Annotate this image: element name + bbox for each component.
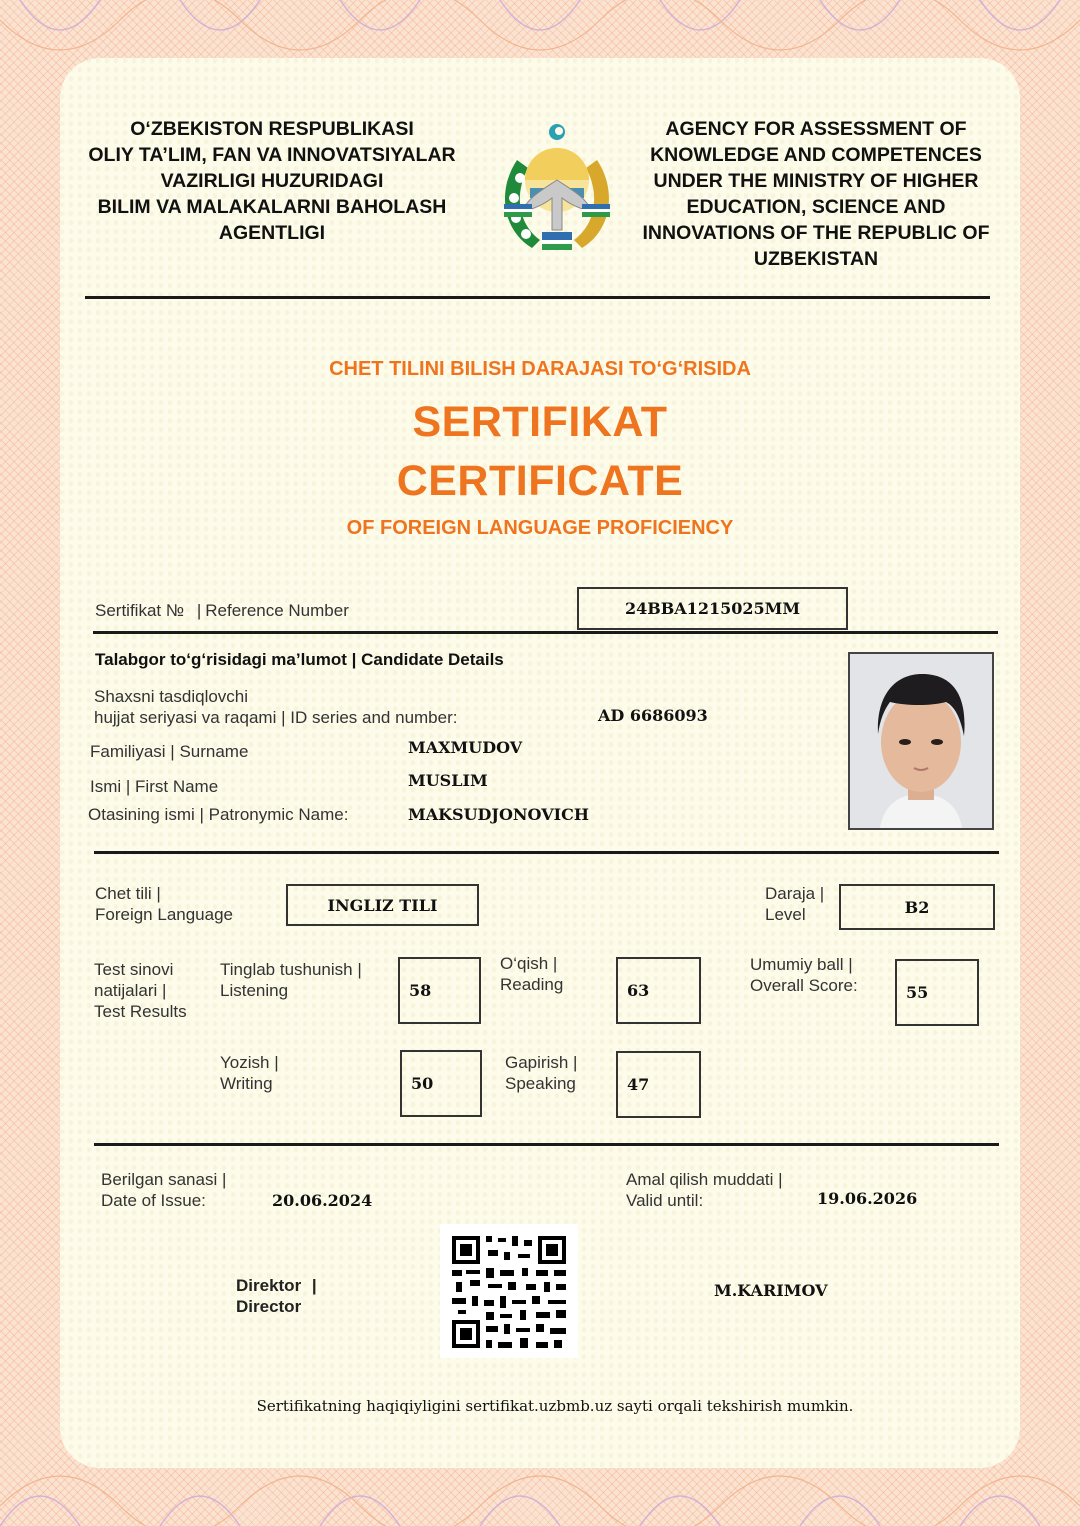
valid-until-value: 19.06.2026 [817, 1189, 918, 1208]
language-label-uz: Chet tili | [95, 884, 161, 903]
test-results-label-line2: natijalari | [94, 981, 167, 1000]
director-name: M.KARIMOV [714, 1281, 828, 1300]
certificate-subtitle-en: OF FOREIGN LANGUAGE PROFICIENCY [346, 517, 734, 539]
speaking-label-en: Speaking [505, 1074, 576, 1093]
language-value: INGLIZ TILI [327, 895, 438, 915]
first-name-label-uz: Ismi [90, 777, 122, 796]
certificate-title-en: CERTIFICATE [396, 457, 684, 505]
surname-label: Familiyasi | Surname [90, 742, 249, 761]
header-line: UNDER THE MINISTRY OF HIGHER [653, 170, 979, 192]
patronymic-value: MAKSUDJONOVICH [408, 805, 589, 824]
listening-label [220, 959, 362, 1001]
writing-label [220, 1052, 279, 1094]
agency-name-uz [66, 116, 478, 246]
level-box [839, 884, 995, 930]
verification-note: Sertifikatning haqiqiyligini sertifikat.uzbmb.uz sayti orqali tekshirish mumkin. [256, 1397, 854, 1415]
listening-score-box [398, 957, 481, 1024]
certificate-subtitle-uz: CHET TILINI BILISH DARAJASI TO‘G‘RISIDA [329, 358, 751, 380]
writing-label-en: Writing [220, 1074, 273, 1093]
portrait-icon [850, 654, 992, 828]
header-line: VAZIRLIGI HUZURIDAGI [160, 170, 384, 192]
id-label-en: ID series and number: [290, 708, 458, 727]
level-label-uz: Daraja | [765, 884, 825, 903]
id-label: Shaxsni tasdiqlovchi hujjat seriyasi va raqami | ID series and number: [94, 687, 458, 727]
issue-date-label-en: Date of Issue: [101, 1191, 206, 1210]
header-line: OLIY TA’LIM, FAN VA INNOVATSIYALAR [88, 144, 456, 166]
id-label-line1: Shaxsni tasdiqlovchi [94, 687, 249, 706]
header-line: UZBEKISTAN [753, 248, 879, 270]
level-label-en: Level [765, 905, 806, 924]
candidate-photo [848, 652, 994, 830]
overall-label-uz: Umumiy ball | [750, 955, 853, 974]
header-line: O‘ZBEKISTON RESPUBLIKASI [130, 118, 414, 140]
separator: | [196, 601, 202, 620]
listening-label-uz: Tinglab tushunish | [220, 960, 362, 979]
listening-score: 58 [409, 981, 432, 1000]
overall-score-box [895, 959, 979, 1026]
director-label-uz: Direktor [236, 1276, 302, 1295]
speaking-score: 47 [627, 1075, 650, 1094]
candidate-section-title [95, 650, 504, 670]
overall-score: 55 [906, 983, 929, 1002]
separator: | [351, 650, 357, 669]
reference-number: 24BBA1215025MM [624, 599, 801, 618]
reference-divider [93, 631, 998, 634]
candidate-section-uz: Talabgor to‘g‘risidagi ma’lumot [95, 650, 347, 669]
listening-label-en: Listening [220, 981, 289, 1000]
reference-label-uz: Sertifikat № [95, 601, 185, 620]
language-label-en: Foreign Language [95, 905, 234, 924]
test-results-label [94, 959, 187, 1022]
reading-score-box [616, 957, 701, 1024]
level-label [765, 883, 824, 925]
valid-until-label-uz: Amal qilish muddati | [626, 1170, 783, 1189]
header-line: AGENTLIGI [218, 222, 326, 244]
results-divider [94, 1143, 999, 1146]
header-line: BILIM VA MALAKALARNI BAHOLASH [97, 196, 447, 218]
surname-label-uz: Familiyasi [90, 742, 166, 761]
certificate-title-uz: SERTIFIKAT [412, 398, 668, 446]
patronymic-label-uz: Otasining ismi [88, 805, 195, 824]
valid-until-label [626, 1169, 783, 1211]
id-label-uz: hujjat seriyasi va raqami [94, 708, 277, 727]
writing-score: 50 [411, 1074, 434, 1093]
header-line: AGENCY FOR ASSESSMENT OF [665, 118, 967, 140]
issue-date-label-uz: Berilgan sanasi | [101, 1170, 227, 1189]
writing-label-uz: Yozish | [220, 1053, 279, 1072]
header-line: EDUCATION, SCIENCE AND [686, 196, 946, 218]
first-name-value: MUSLIM [408, 771, 488, 790]
first-name-label: Ismi | First Name [90, 777, 219, 796]
header-line: KNOWLEDGE AND COMPETENCES [650, 144, 982, 166]
director-label [236, 1275, 317, 1317]
header-divider [85, 296, 990, 299]
valid-until-label-en: Valid until: [626, 1191, 704, 1210]
surname-label-en: Surname [179, 742, 249, 761]
reading-label-en: Reading [500, 975, 564, 994]
patronymic-label-en: Patronymic Name: [208, 805, 349, 824]
qr-code-icon [440, 1224, 578, 1358]
reading-score: 63 [627, 981, 650, 1000]
overall-label-en: Overall Score: [750, 976, 858, 995]
id-number-value: AD 6686093 [598, 706, 708, 725]
writing-score-box [400, 1050, 482, 1117]
agency-name-en [626, 116, 1006, 272]
issue-date-value: 20.06.2024 [272, 1191, 373, 1210]
reading-label [500, 953, 563, 995]
surname-value: MAXMUDOV [408, 738, 523, 757]
reference-number-box [577, 587, 848, 630]
verification-qr-code[interactable] [440, 1224, 578, 1358]
director-label-en: Director [236, 1297, 302, 1316]
test-results-label-line1: Test sinovi [94, 960, 174, 979]
level-value: B2 [904, 897, 930, 917]
speaking-label [505, 1052, 577, 1094]
reading-label-uz: O‘qish | [500, 954, 558, 973]
candidate-section-en: Candidate Details [361, 650, 504, 669]
reference-label-en: Reference Number [205, 601, 349, 620]
speaking-label-uz: Gapirish | [505, 1053, 578, 1072]
first-name-label-en: First Name [135, 777, 219, 796]
speaking-score-box [616, 1051, 701, 1118]
patronymic-label: Otasining ismi | Patronymic Name: [88, 805, 349, 824]
header-line: INNOVATIONS OF THE REPUBLIC OF [642, 222, 990, 244]
separator: | [311, 1276, 317, 1295]
reference-label [95, 600, 349, 621]
overall-label [750, 954, 858, 996]
uzbekistan-state-emblem-icon [492, 120, 622, 255]
language-box [286, 884, 479, 926]
language-label [95, 883, 233, 925]
test-results-label-line3: Test Results [94, 1002, 187, 1021]
issue-date-label [101, 1169, 226, 1211]
candidate-divider [94, 851, 999, 854]
